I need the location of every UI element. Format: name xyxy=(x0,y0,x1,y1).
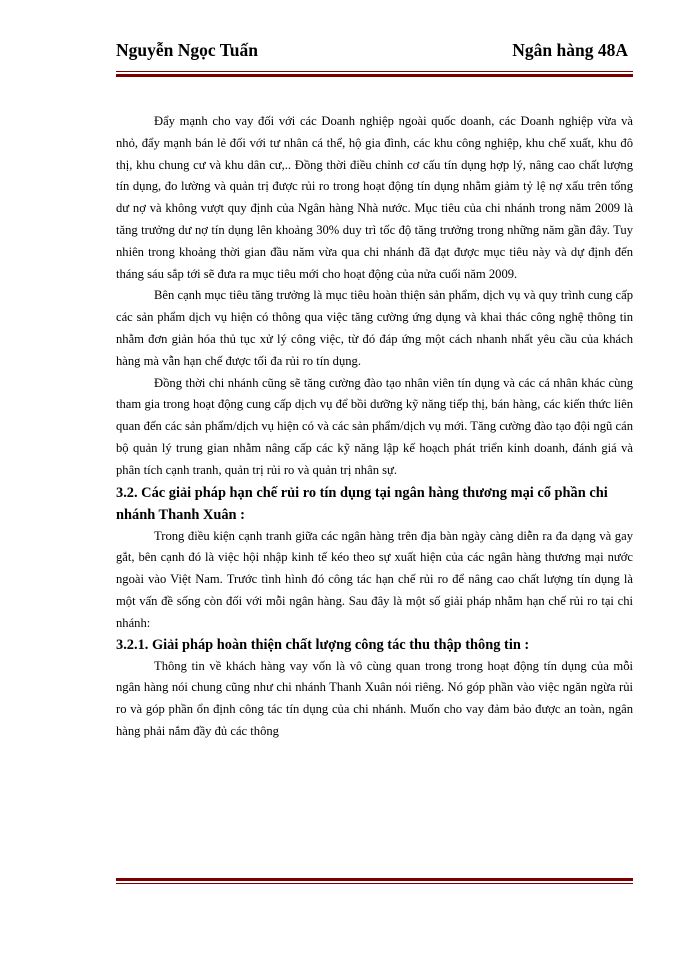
paragraph: Đẩy mạnh cho vay đối với các Doanh nghiệp ngoài quốc doanh, các Doanh nghiệp vừa và nhỏ, đẩy mạnh bán lẻ đối với tư nhân cá thể, hộ gia đình, các khu công nghiệp, khu chế xuất, khu đô thị, khu chung cư và khu dân cư,.. Đồng thời điều chỉnh cơ cấu tín dụng hợp lý, nâng cao chất lượng tín dụng, đo lường và quản trị được rủi ro trong hoạt động tín dụng nhằm giảm tỷ lệ nợ xấu trên tổng dư nợ và không vượt quy định của Ngân hàng Nhà nước. Mục tiêu của chi nhánh trong năm 2009 là tăng trưởng dư nợ tín dụng lên khoảng 30% duy trì tốc độ tăng trưởng trong những năm gần đây. Tuy nhiên trong khoảng thời gian đầu năm vừa qua chi nhánh đã đạt được mục tiêu này và dự định đến tháng sáu sắp tới sẽ đưa ra mục tiêu mới cho hoạt động của nửa cuối năm 2009. xyxy=(116,114,633,281)
paragraph: Đồng thời chi nhánh cũng sẽ tăng cường đào tạo nhân viên tín dụng và các cá nhân khác cùng tham gia trong hoạt động cung cấp dịch vụ để bồi dưỡng kỹ năng tiếp thị, bán hàng, các kiến thức liên quan đến các sản phẩm/dịch vụ hiện có và các sản phẩm/dịch vụ mới. Tăng cường đào tạo đội ngũ cán bộ quản lý trung gian nhằm nâng cấp các kỹ năng lập kế hoạch phát triển kinh doanh, đánh giá và phân tích cạnh tranh, quản trị rủi ro và quản trị nhân sự. xyxy=(116,375,633,477)
header-rule-thin xyxy=(116,71,633,72)
page-header xyxy=(116,40,628,70)
footer-rule-thick xyxy=(116,878,633,881)
section-heading: 3.2. Các giải pháp hạn chế rủi ro tín dụng tại ngân hàng thương mại cổ phần chi nhánh Thanh Xuân : xyxy=(116,484,608,523)
subsection-heading: 3.2.1. Giải pháp hoàn thiện chất lượng công tác thu thập thông tin : xyxy=(116,636,530,653)
paragraph: Trong điều kiện cạnh tranh giữa các ngân hàng trên địa bàn ngày càng diễn ra đa dạng và gay gắt, bên cạnh đó là việc hội nhập kinh tế kéo theo sự xuất hiện của các ngân hàng thương mại nước ngoài vào Việt Nam. Trước tình hình đó công tác hạn chế rủi ro để nâng cao chất lượng tín dụng là một vấn đề sống còn đối với mỗi ngân hàng. Sau đây là một số giải pháp nhằm hạn chế rủi ro tại chi nhánh: xyxy=(116,528,633,630)
header-author: Nguyễn Ngọc Tuấn xyxy=(116,40,258,60)
footer-rule-thin xyxy=(116,883,633,884)
paragraph: Thông tin về khách hàng vay vốn là vô cùng quan trong trong hoạt động tín dụng của mỗi ngân hàng nói chung cũng như chi nhánh Thanh Xuân nói riêng. Nó góp phần vào việc ngăn ngừa rủi ro và góp phần ổn định công tác tín dụng của chi nhánh. Muốn cho vay đảm bảo được an toàn, ngân hàng phải nắm đầy đủ các thông xyxy=(116,658,633,738)
header-class: Ngân hàng 48A xyxy=(512,40,628,60)
header-rule-thick xyxy=(116,74,633,77)
paragraph: Bên cạnh mục tiêu tăng trưởng là mục tiêu hoàn thiện sản phẩm, dịch vụ và quy trình cung cấp các sản phẩm dịch vụ hiện có thông qua việc tăng cường ứng dụng và khai thác công nghệ thông tin nhằm đơn giản hóa thủ tục xử lý công việc, từ đó đáp ứng một cách nhanh nhất yêu cầu của khách hàng mà vẫn hạn chế được tối đa rủi ro tín dụng. xyxy=(116,288,633,368)
document-body xyxy=(116,111,633,743)
